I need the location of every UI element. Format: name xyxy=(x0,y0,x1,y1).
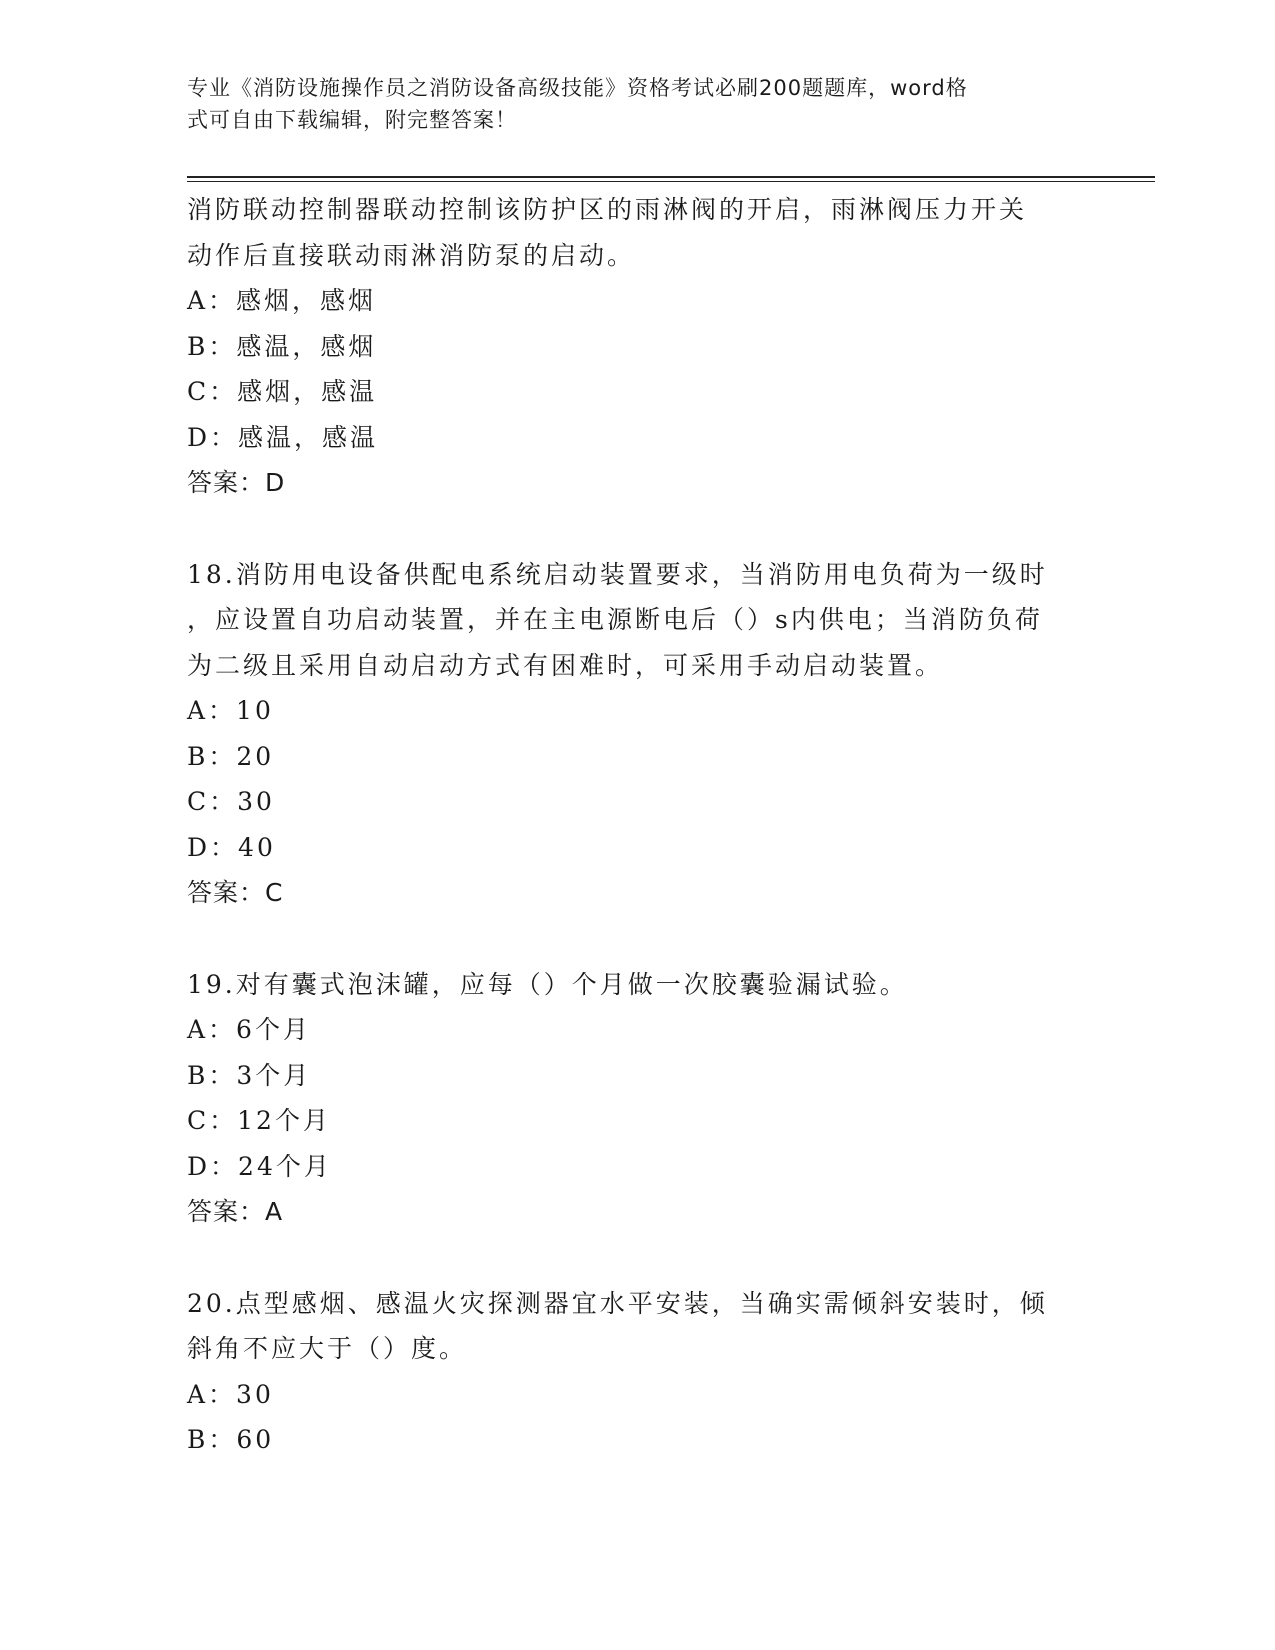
option-d: D：40 xyxy=(187,832,276,862)
question-20 xyxy=(187,1281,1087,1463)
answer-label: 答案：D xyxy=(187,468,286,497)
question-text-line: 为二级且采用自动启动方式有困难时，可采用手动启动装置。 xyxy=(187,650,944,680)
question-text-line: 消防联动控制器联动控制该防护区的雨淋阀的开启，雨淋阀压力开关 xyxy=(187,195,1028,224)
option-a: A：30 xyxy=(187,1379,274,1409)
question-list xyxy=(187,187,1087,1463)
answer-label: 答案：C xyxy=(187,878,284,907)
option-b: B：20 xyxy=(187,741,275,771)
question-18 xyxy=(187,552,1087,916)
option-b: B：3个月 xyxy=(187,1060,312,1090)
question-text-line: 19.对有囊式泡沫罐，应每（）个月做一次胶囊验漏试验。 xyxy=(187,969,908,999)
option-c: C：12个月 xyxy=(187,1106,331,1135)
option-b: B：感温，感烟 xyxy=(187,331,377,361)
question-text-line: ，应设置自功启动装置，并在主电源断电后（）s内供电；当消防负荷 xyxy=(187,605,1043,634)
option-c: C：感烟，感温 xyxy=(187,377,378,406)
question-text-line: 斜角不应大于（）度。 xyxy=(187,1334,468,1363)
option-a: A：10 xyxy=(187,696,274,725)
question-text-line: 动作后直接联动雨淋消防泵的启动。 xyxy=(187,240,636,270)
option-b: B：60 xyxy=(187,1425,275,1454)
option-a: A：感烟，感烟 xyxy=(187,286,377,315)
answer-label: 答案：A xyxy=(187,1197,284,1226)
document-header xyxy=(187,72,1067,136)
question-text-line: 18.消防用电设备供配电系统启动装置要求，当消防用电负荷为一级时 xyxy=(187,559,1048,589)
question-text-line: 20.点型感烟、感温火灾探测器宜水平安装，当确实需倾斜安装时，倾 xyxy=(187,1288,1048,1318)
option-c: C：30 xyxy=(187,787,275,816)
header-line-2: 式可自由下载编辑，附完整答案！ xyxy=(187,108,517,132)
option-d: D：感温，感温 xyxy=(187,422,379,452)
option-a: A：6个月 xyxy=(187,1015,311,1044)
spacer xyxy=(187,1235,1087,1281)
header-divider-thin xyxy=(187,181,1155,182)
question-19 xyxy=(187,962,1087,1235)
spacer xyxy=(187,916,1087,962)
question-17 xyxy=(187,187,1087,506)
header-line-1: 专业《消防设施操作员之消防设备高级技能》资格考试必刷200题题库，word格 xyxy=(187,76,968,100)
spacer xyxy=(187,506,1087,552)
option-d: D：24个月 xyxy=(187,1151,332,1181)
header-divider-thick xyxy=(187,176,1155,178)
